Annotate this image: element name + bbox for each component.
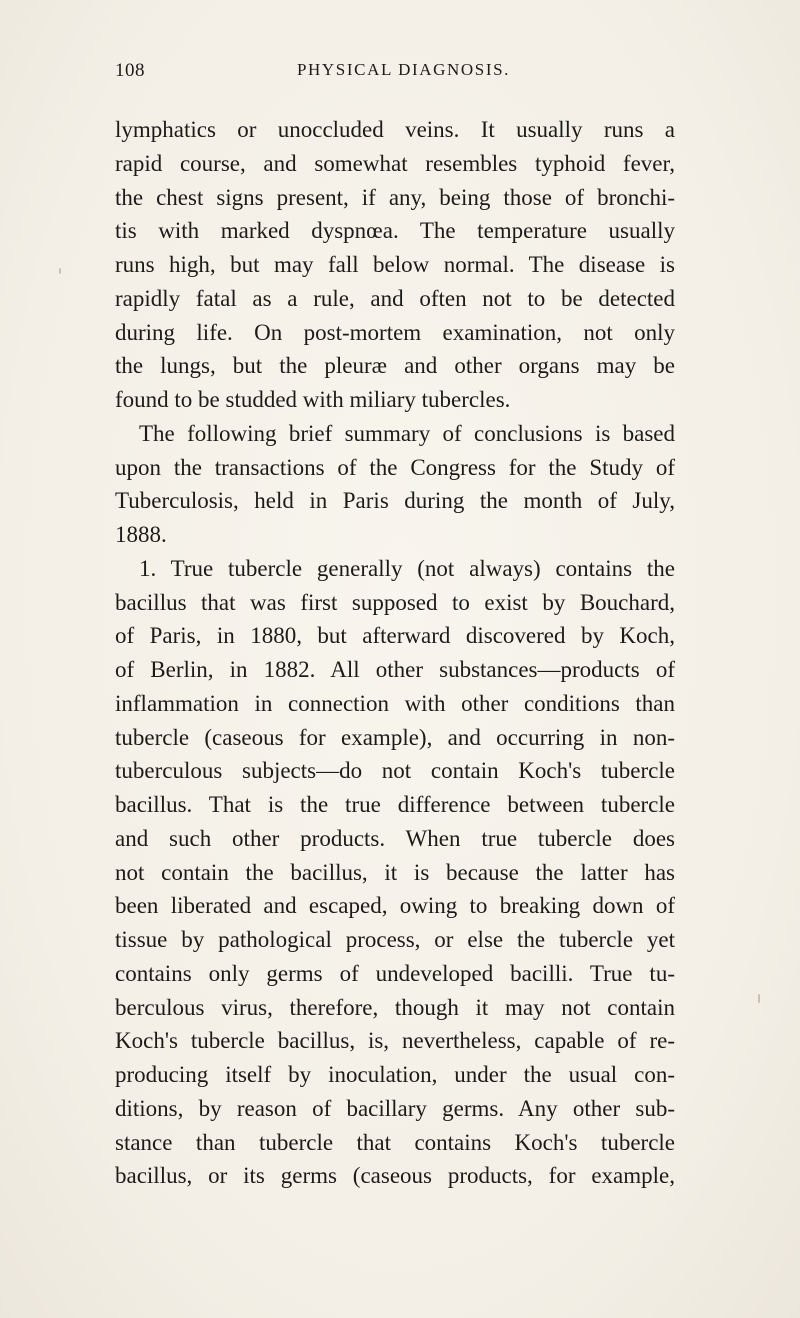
text-line: berculous virus, therefore, though it may not contain bbox=[115, 994, 675, 1020]
text-line: during life. On post-mortem examination, not only bbox=[115, 319, 675, 345]
text-line: of Paris, in 1880, but afterward discovered by Koch, bbox=[115, 623, 675, 649]
text-line: rapidly fatal as a rule, and often not to be detected bbox=[115, 285, 675, 311]
text-line: bacillus. That is the true difference between tubercle bbox=[115, 792, 675, 817]
text-line: stance than tubercle that contains Koch's tubercle bbox=[115, 1129, 675, 1155]
text-line: lymphatics or unoccluded veins. It usually runs a bbox=[115, 117, 675, 142]
text-line: bacillus that was first supposed to exist by Bouchard, bbox=[115, 589, 675, 615]
text-line: tis with marked dyspnœa. The temperature usually bbox=[115, 218, 675, 244]
scan-speck bbox=[59, 268, 61, 274]
text-line: 1. True tubercle generally (not always) contains the bbox=[139, 555, 675, 581]
text-line: runs high, but may fall below normal. The disease is bbox=[115, 252, 675, 277]
text-line: of Berlin, in 1882. All other substances—products of bbox=[115, 657, 675, 682]
text-line: tubercle (caseous for example), and occurring in non- bbox=[115, 724, 675, 750]
page-number: 108 bbox=[115, 60, 145, 81]
text-line: ditions, by reason of bacillary germs. Any other sub- bbox=[115, 1095, 675, 1121]
text-line: not contain the bacillus, it is because the latter has bbox=[115, 859, 675, 885]
text-line: the chest signs present, if any, being those of bronchi- bbox=[115, 184, 675, 210]
text-line: The following brief summary of conclusions is based bbox=[139, 420, 675, 446]
text-line: upon the transactions of the Congress for the Study of bbox=[115, 454, 675, 480]
text-line: been liberated and escaped, owing to breaking down of bbox=[115, 893, 675, 919]
body-text bbox=[115, 113, 675, 1193]
text-line: the lungs, but the pleuræ and other organs may be bbox=[115, 353, 675, 379]
text-line: inflammation in connection with other conditions than bbox=[115, 690, 675, 716]
text-line: tuberculous subjects—do not contain Koch's tubercle bbox=[115, 758, 675, 784]
text-line: contains only germs of undeveloped bacilli. True tu- bbox=[115, 960, 675, 986]
running-head bbox=[115, 60, 673, 88]
text-line: producing itself by inoculation, under the usual con- bbox=[115, 1062, 675, 1087]
text-line: and such other products. When true tubercle does bbox=[115, 825, 675, 851]
text-line: bacillus, or its germs (caseous products, for example, bbox=[115, 1163, 675, 1189]
text-line: rapid course, and somewhat resembles typhoid fever, bbox=[115, 150, 675, 176]
text-line: found to be studded with miliary tubercles. bbox=[115, 387, 511, 412]
text-line: tissue by pathological process, or else the tubercle yet bbox=[115, 927, 675, 952]
text-line: 1888. bbox=[115, 522, 167, 547]
running-title: PHYSICAL DIAGNOSIS. bbox=[297, 60, 511, 79]
text-line: Koch's tubercle bacillus, is, nevertheless, capable of re- bbox=[115, 1028, 675, 1054]
scan-speck bbox=[758, 994, 760, 1003]
text-line: Tuberculosis, held in Paris during the month of July, bbox=[115, 488, 675, 514]
